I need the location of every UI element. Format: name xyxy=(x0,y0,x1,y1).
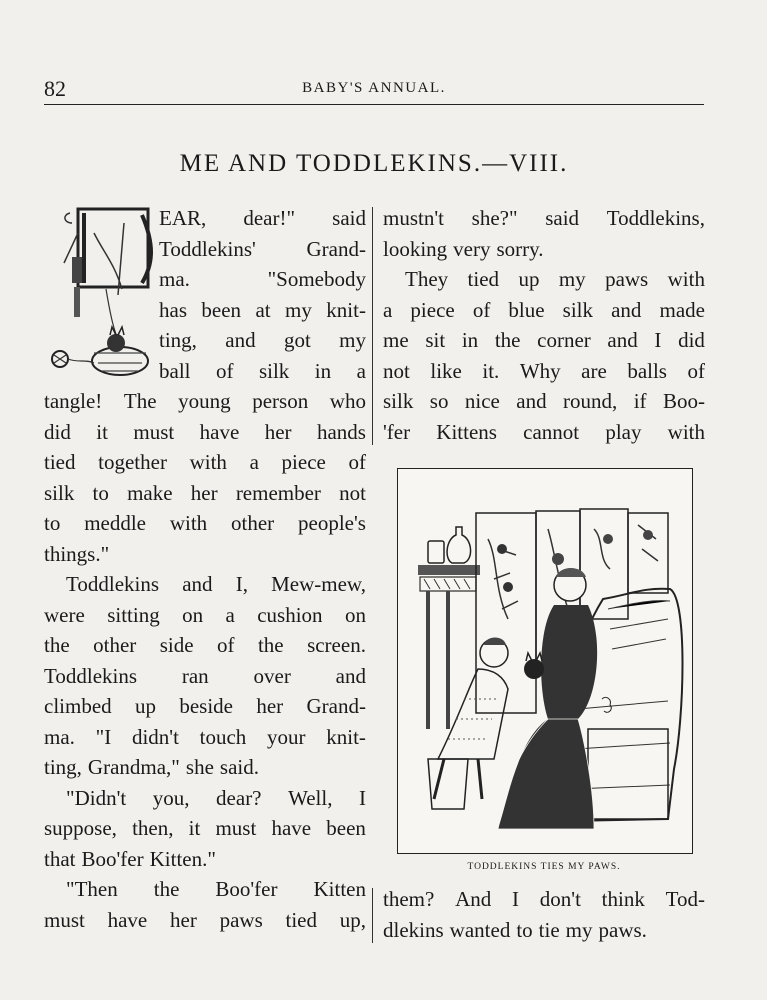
word: must xyxy=(44,907,85,932)
word: didn't xyxy=(131,724,179,749)
word: climbed xyxy=(44,694,112,718)
chapter-title: ME AND TODDLEKINS.—VIII. xyxy=(179,150,569,177)
illustration-frame xyxy=(397,468,693,854)
text-line xyxy=(44,508,366,539)
word: And xyxy=(455,887,492,911)
word: knit- xyxy=(326,724,366,749)
word: dear!" xyxy=(243,206,296,230)
word: silk xyxy=(562,297,593,322)
word: screen. xyxy=(307,633,366,657)
word: Grand- xyxy=(306,236,366,261)
word: Toddlekins' xyxy=(159,236,256,261)
word: I, xyxy=(235,572,248,596)
word: hands xyxy=(316,419,366,444)
word: that xyxy=(44,846,76,871)
word: to xyxy=(44,511,61,535)
word: Grand- xyxy=(306,694,366,718)
text-line xyxy=(159,203,366,234)
word: mustn't xyxy=(383,206,444,230)
word: suppose, xyxy=(44,816,117,840)
word: "Then xyxy=(66,877,118,901)
word: "I xyxy=(95,724,112,749)
word: up, xyxy=(339,907,366,932)
word: Kitten xyxy=(313,877,366,901)
word: round, xyxy=(563,389,618,413)
word: "Somebody xyxy=(267,267,366,291)
word: of xyxy=(217,633,235,657)
word: of xyxy=(472,297,491,322)
text-line xyxy=(44,813,366,844)
drop-cap-d-illustration xyxy=(44,203,156,381)
word: tangle! xyxy=(44,389,103,413)
word: up xyxy=(135,694,156,718)
text-line xyxy=(44,569,366,600)
text-line xyxy=(44,905,366,936)
word: Grandma," xyxy=(87,755,180,779)
word: piece xyxy=(410,297,455,322)
word: my xyxy=(339,328,366,352)
word: got xyxy=(283,328,311,352)
word: with xyxy=(667,419,705,444)
column-divider xyxy=(372,888,373,943)
word: Why xyxy=(519,358,561,383)
word: in xyxy=(461,328,479,352)
word: to xyxy=(92,480,109,505)
word: silk xyxy=(258,358,290,383)
word: must xyxy=(215,816,257,840)
text-line xyxy=(44,600,366,631)
word: silk xyxy=(383,389,414,413)
word: cushion xyxy=(257,602,323,627)
word: with xyxy=(169,511,208,535)
text-line xyxy=(44,752,366,783)
left-column xyxy=(44,386,366,935)
word: the xyxy=(153,877,180,901)
word: don't xyxy=(539,887,581,911)
text-line xyxy=(44,691,366,722)
word: and xyxy=(225,328,256,352)
word: been xyxy=(326,816,366,840)
word: it xyxy=(188,816,201,840)
word: dear? xyxy=(216,785,262,810)
word: it. xyxy=(482,358,500,383)
text-line xyxy=(159,234,366,265)
word: think xyxy=(601,887,645,911)
word: like xyxy=(430,358,462,383)
word: Mew-mew, xyxy=(271,572,366,596)
word: I xyxy=(654,328,662,352)
word: beside xyxy=(179,694,233,718)
word: said. xyxy=(219,755,259,779)
word: paws. xyxy=(598,917,647,942)
right-bottom-column xyxy=(383,884,705,945)
word: so xyxy=(429,389,449,413)
word: sorry. xyxy=(496,236,544,261)
word: her xyxy=(264,419,292,444)
word: her xyxy=(190,480,218,505)
left-top-column xyxy=(159,203,366,386)
word: They xyxy=(405,267,449,291)
word: ting, xyxy=(44,755,82,779)
word: sit xyxy=(425,328,446,352)
word: touch xyxy=(199,724,247,749)
word: her xyxy=(170,907,197,932)
word: must xyxy=(133,419,175,444)
word: at xyxy=(255,297,271,322)
word: and xyxy=(611,297,642,322)
word: ting, xyxy=(159,328,197,352)
text-line xyxy=(383,203,705,234)
word: the xyxy=(44,633,70,657)
text-line xyxy=(383,264,705,295)
word: corner xyxy=(537,328,591,352)
text-line xyxy=(383,325,705,356)
word: young xyxy=(178,389,231,413)
word: have xyxy=(271,816,312,840)
word: she?" xyxy=(471,206,518,230)
word: Well, xyxy=(288,785,333,810)
word: my xyxy=(285,297,312,322)
text-line xyxy=(44,386,366,417)
text-line xyxy=(383,234,705,265)
word: Toddlekins, xyxy=(606,206,705,230)
word: person xyxy=(252,389,309,413)
word: Kitten." xyxy=(149,846,216,871)
word: tied xyxy=(44,450,76,474)
word: said xyxy=(545,206,580,230)
text-line xyxy=(159,356,366,387)
word: them? xyxy=(383,887,435,911)
word: meddle xyxy=(84,511,146,535)
word: did xyxy=(44,419,71,444)
word: blue xyxy=(508,297,545,322)
word: Boo'fer xyxy=(81,846,144,871)
word: your xyxy=(267,724,306,749)
word: make xyxy=(127,480,173,505)
word: of xyxy=(687,358,705,383)
word: and xyxy=(335,663,366,688)
word: on xyxy=(344,602,366,627)
word: who xyxy=(329,389,366,413)
word: sitting xyxy=(107,602,160,627)
word: been xyxy=(201,297,242,322)
word: did xyxy=(678,328,705,352)
word: my xyxy=(558,267,586,291)
word: with xyxy=(667,267,705,291)
header-rule xyxy=(44,104,704,105)
right-top-column xyxy=(383,203,705,447)
word: then, xyxy=(132,816,174,840)
text-line xyxy=(383,915,705,946)
word: a xyxy=(225,602,235,627)
text-line xyxy=(44,844,366,875)
word: Boo'fer xyxy=(215,877,278,901)
word: not xyxy=(383,358,410,383)
word: I xyxy=(512,887,520,911)
illustration-grandma-and-child xyxy=(398,469,692,853)
text-line xyxy=(44,722,366,753)
word: said xyxy=(332,206,366,230)
word: up xyxy=(518,267,540,291)
word: other xyxy=(93,633,137,657)
word: other xyxy=(231,511,275,535)
text-line xyxy=(44,539,366,570)
text-line xyxy=(44,630,366,661)
word: tie xyxy=(538,917,560,942)
word: dlekins xyxy=(383,917,444,942)
text-line xyxy=(159,295,366,326)
word: and xyxy=(182,572,213,596)
word: tied xyxy=(285,907,317,932)
word: piece xyxy=(281,450,326,474)
word: EAR, xyxy=(159,206,207,230)
word: The xyxy=(123,389,157,413)
word: with xyxy=(189,450,227,474)
text-line xyxy=(44,447,366,478)
text-line xyxy=(383,295,705,326)
word: if xyxy=(633,389,647,413)
word: a xyxy=(356,358,366,383)
word: looking xyxy=(383,236,448,261)
word: tied xyxy=(467,267,500,291)
word: has xyxy=(159,297,187,322)
word: she xyxy=(185,755,214,779)
word: together xyxy=(98,450,167,474)
word: my xyxy=(565,917,593,942)
word: the xyxy=(257,633,284,657)
word: and xyxy=(607,328,638,352)
word: are xyxy=(581,358,607,383)
word: it xyxy=(96,419,108,444)
text-line xyxy=(44,661,366,692)
word: cannot xyxy=(523,419,580,444)
text-line xyxy=(44,417,366,448)
column-divider xyxy=(372,207,373,445)
word: 'fer xyxy=(383,419,411,444)
word: you, xyxy=(152,785,190,810)
word: Boo- xyxy=(662,389,705,413)
word: balls xyxy=(627,358,667,383)
word: of xyxy=(215,358,234,383)
word: Tod- xyxy=(665,887,705,911)
text-line xyxy=(159,325,366,356)
word: have xyxy=(107,907,148,932)
page-number: 82 xyxy=(44,76,66,101)
word: Toddlekins xyxy=(66,572,160,596)
word: silk xyxy=(44,480,75,505)
word: and xyxy=(516,389,547,413)
word: not xyxy=(339,480,366,505)
word: side xyxy=(159,633,194,657)
word: a xyxy=(249,450,259,474)
word: ball xyxy=(159,358,191,383)
word: things." xyxy=(44,541,110,566)
word: nice xyxy=(464,389,500,413)
word: play xyxy=(605,419,642,444)
word: knit- xyxy=(326,297,366,322)
word: have xyxy=(199,419,240,444)
word: I xyxy=(359,785,366,810)
text-line xyxy=(383,356,705,387)
word: the xyxy=(494,328,521,352)
word: Toddlekins xyxy=(44,663,138,688)
word: Kittens xyxy=(436,419,497,444)
word: her xyxy=(256,694,284,718)
text-line xyxy=(383,884,705,915)
word: ma. xyxy=(44,724,75,749)
text-line xyxy=(383,386,705,417)
running-head: BABY'S ANNUAL. xyxy=(302,80,446,96)
text-line xyxy=(383,417,705,448)
word: ran xyxy=(181,663,209,688)
word: a xyxy=(383,297,393,322)
word: "Didn't xyxy=(66,785,127,810)
word: of xyxy=(348,450,366,474)
word: in xyxy=(314,358,332,383)
word: ma. xyxy=(159,267,190,291)
word: over xyxy=(253,663,291,688)
word: me xyxy=(383,328,409,352)
word: wanted xyxy=(449,917,511,942)
illustration-caption: TODDLEKINS TIES MY PAWS. xyxy=(467,862,621,872)
word: to xyxy=(516,917,533,942)
word: remember xyxy=(235,480,321,505)
page-header xyxy=(44,72,704,104)
word: very xyxy=(453,236,491,261)
word: paws xyxy=(219,907,263,932)
text-line xyxy=(44,874,366,905)
word: people's xyxy=(298,511,366,535)
text-line xyxy=(44,783,366,814)
text-line xyxy=(44,478,366,509)
word: on xyxy=(182,602,204,627)
word: were xyxy=(44,602,85,627)
word: paws xyxy=(605,267,649,291)
word: made xyxy=(659,297,705,322)
text-line xyxy=(159,264,366,295)
